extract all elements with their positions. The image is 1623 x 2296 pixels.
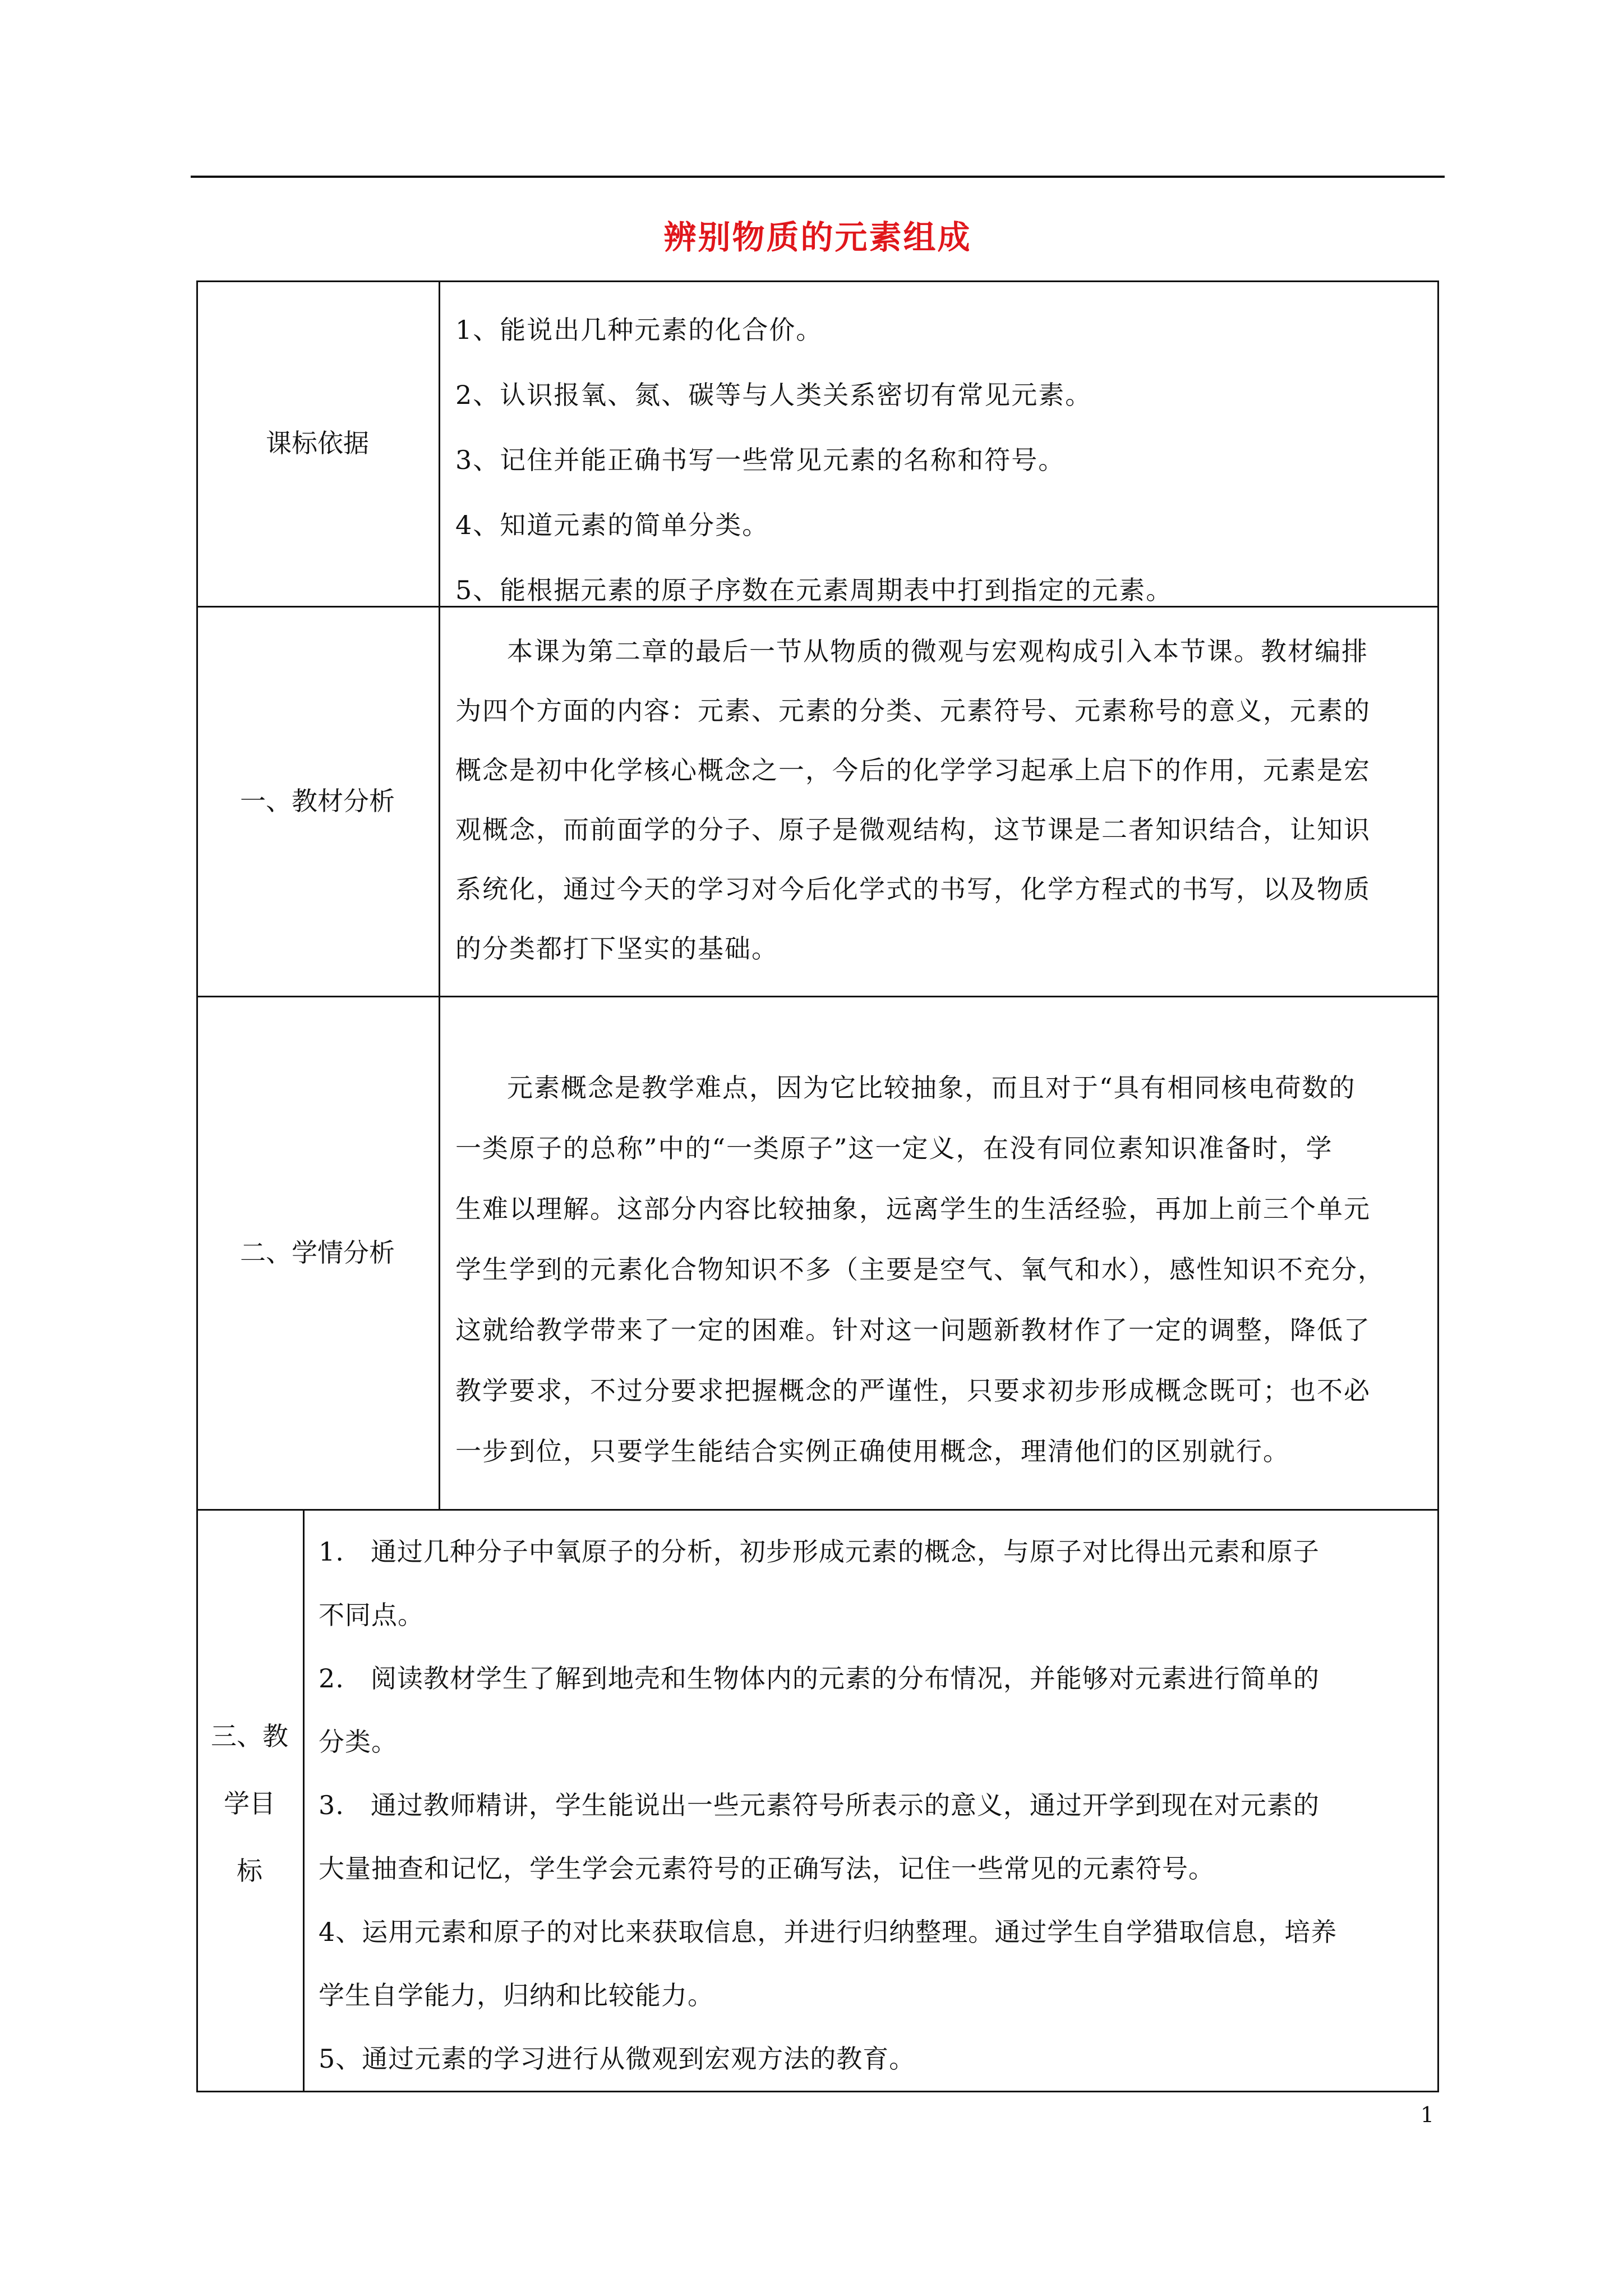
objectives-line: 2. 阅读教材学生了解到地壳和生物体内的元素的分布情况，并能够对元素进行简单的 — [319, 1663, 1320, 1694]
standards-line: 1、能说出几种元素的化合价。 — [455, 315, 823, 345]
row-label-material: 一、教材分析 — [240, 785, 395, 816]
objectives-label-line: 学目 — [224, 1788, 275, 1819]
page-number: 1 — [1420, 2102, 1435, 2127]
students-line: 元素概念是教学难点，因为它比较抽象，而且对于“具有相同核电荷数的 — [507, 1073, 1356, 1103]
students-line: 一类原子的总称”中的“一类原子”这一定义，在没有同位素知识准备时，学 — [455, 1133, 1333, 1163]
standards-content — [455, 297, 1426, 623]
students-content — [455, 1057, 1426, 1481]
objectives-line: 分类。 — [319, 1727, 398, 1757]
objectives-label-line: 三、教 — [211, 1721, 288, 1751]
table-row-students — [196, 996, 1439, 1509]
material-line: 为四个方面的内容：元素、元素的分类、元素符号、元素称号的意义，元素的 — [455, 696, 1371, 726]
table-row-material — [196, 606, 1439, 996]
objectives-content — [319, 1520, 1429, 2091]
objectives-line: 5、通过元素的学习进行从微观到宏观方法的教育。 — [319, 2044, 916, 2074]
material-line: 系统化，通过今天的学习对今后化学式的书写，化学方程式的书写，以及物质 — [455, 874, 1371, 904]
table-row-objectives — [196, 1509, 1439, 2092]
material-line: 观概念，而前面学的分子、原子是微观结构，这节课是二者知识结合，让知识 — [455, 815, 1371, 845]
row-label-objectives — [196, 1703, 303, 1904]
material-line: 概念是初中化学核心概念之一，今后的化学学习起承上启下的作用，元素是宏 — [455, 755, 1371, 785]
objectives-label-line: 标 — [237, 1856, 262, 1886]
objectives-line: 不同点。 — [319, 1600, 424, 1630]
students-line: 生难以理解。这部分内容比较抽象，远离学生的生活经验，再加上前三个单元 — [455, 1194, 1371, 1224]
material-line: 本课为第二章的最后一节从物质的微观与宏观构成引入本节课。教材编排 — [507, 636, 1368, 666]
objectives-line: 1. 通过几种分子中氧原子的分析，初步形成元素的概念，与原子对比得出元素和原子 — [319, 1536, 1320, 1567]
table-row-standards — [196, 280, 1439, 606]
students-line: 这就给教学带来了一定的困难。针对这一问题新教材作了一定的调整，降低了 — [455, 1315, 1371, 1345]
standards-line: 5、能根据元素的原子序数在元素周期表中打到指定的元素。 — [455, 575, 1173, 605]
standards-line: 4、知道元素的简单分类。 — [455, 510, 769, 540]
objectives-line: 4、运用元素和原子的对比来获取信息，并进行归纳整理。通过学生自学猎取信息，培养 — [319, 1917, 1338, 1947]
students-line: 一步到位，只要学生能结合实例正确使用概念，理清他们的区别就行。 — [455, 1436, 1290, 1466]
document-title: 辨别物质的元素组成 — [663, 218, 972, 256]
students-line: 教学要求，不过分要求把握概念的严谨性，只要求初步形成概念既可；也不必 — [455, 1375, 1371, 1406]
students-line: 学生学到的元素化合物知识不多（主要是空气、氧气和水），感性知识不充分， — [455, 1254, 1385, 1285]
row-label-standards: 课标依据 — [266, 428, 369, 458]
header-rule — [191, 176, 1445, 178]
row-label-students: 二、学情分析 — [240, 1237, 395, 1268]
objectives-line: 大量抽查和记忆，学生学会元素符号的正确写法，记住一些常见的元素符号。 — [319, 1853, 1215, 1884]
objectives-line: 学生自学能力，归纳和比较能力。 — [319, 1980, 714, 2010]
standards-line: 3、记住并能正确书写一些常见元素的名称和符号。 — [455, 445, 1066, 475]
standards-line: 2、认识报氧、氮、碳等与人类关系密切有常见元素。 — [455, 380, 1092, 410]
material-line: 的分类都打下坚实的基础。 — [455, 933, 778, 964]
objectives-line: 3. 通过教师精讲，学生能说出一些元素符号所表示的意义，通过开学到现在对元素的 — [319, 1790, 1320, 1820]
material-content — [455, 622, 1426, 978]
